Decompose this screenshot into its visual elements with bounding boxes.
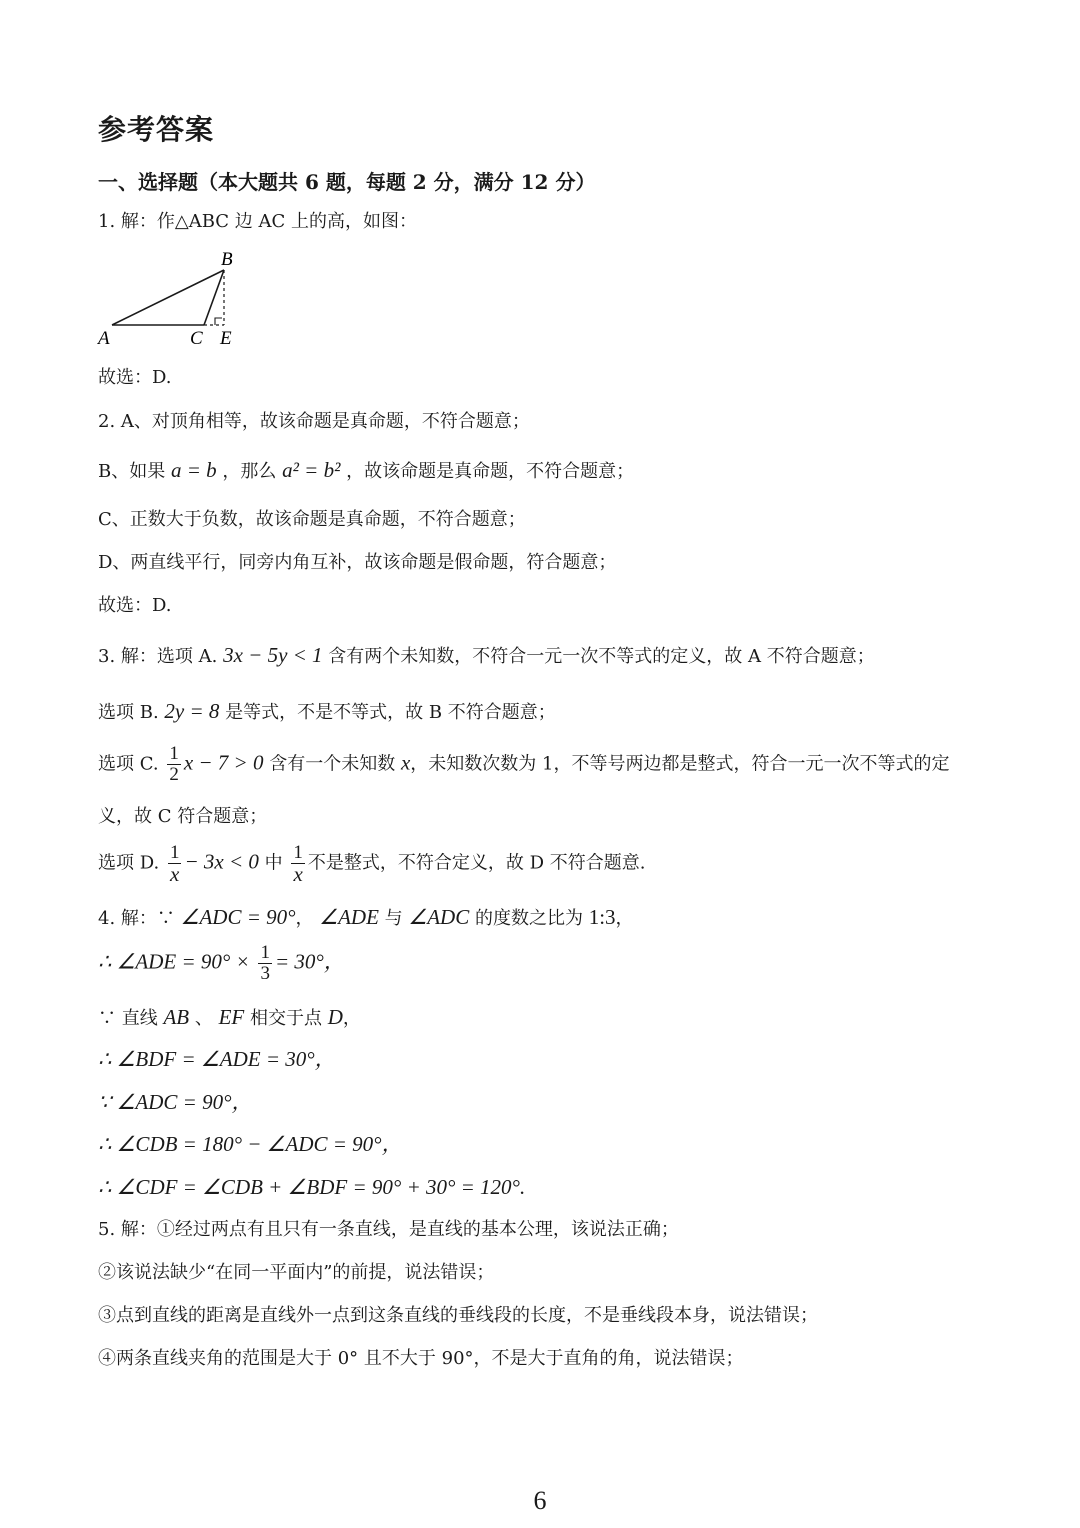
page-title: 参考答案 [98, 113, 215, 146]
math-expr: x − 7 > 0 [183, 750, 264, 775]
math-expr: a² = b² [282, 458, 341, 482]
label-c: C [190, 328, 203, 348]
fraction: $\frac{1}{x}$ [169, 842, 180, 886]
q4-line-2: ∴ ∠ADE = 90° × $\frac{1}{3}$ = 30°， [98, 942, 345, 984]
q5-line-2: ②该说法缺少“在同一平面内”的前提，说法错误； [98, 1262, 495, 1283]
q4-line-7: ∴ ∠CDF = ∠CDB + ∠BDF = 90° + 30° = 120°. [98, 1175, 526, 1199]
q2-option-c: C、正数大于负数，故该命题是真命题，不符合题意； [98, 509, 526, 530]
math-expr: − 3x < 0 [184, 849, 259, 874]
label-a: A [98, 328, 110, 348]
q1-line: 1. 解：作△ABC 边 AC 上的高，如图： [98, 211, 418, 232]
q5-line-4: ④两条直线夹角的范围是大于 0° 且不大于 90°，不是大于直角的角，说法错误； [98, 1348, 744, 1369]
page-number: 6 [533, 1486, 547, 1515]
q1-answer: 故选：D. [98, 367, 172, 388]
q5-line-3: ③点到直线的距离是直线外一点到这条直线的垂线段的长度，不是垂线段本身，说法错误； [98, 1305, 818, 1326]
math-expr: 2y = 8 [164, 699, 220, 723]
math-expr: 3x − 5y < 1 [223, 643, 323, 667]
label-b: B [221, 249, 233, 270]
right-angle-mark [215, 318, 222, 325]
q3-option-a: 3. 解：选项 A. 3x − 5y < 1 含有两个未知数，不符合一元一次不等式的定义，故 A 不符合题意； [98, 643, 875, 667]
label-e: E [220, 328, 232, 348]
q2-option-d: D、两直线平行，同旁内角互补，故该命题是假命题，符合题意； [98, 552, 617, 573]
q4-line-1: 4. 解：∵ ∠ADC = 90°， ∠ADE 与 ∠ADC 的度数之比为 1:3， [98, 905, 634, 929]
section-heading: 一、选择题（本大题共 6 题，每题 2 分，满分 12 分） [98, 170, 596, 194]
fraction: $\frac{1}{3}$ [260, 942, 270, 984]
q5-line-1: 5. 解：①经过两点有且只有一条直线，是直线的基本公理，该说法正确； [98, 1219, 679, 1240]
q4-line-4: ∴ ∠BDF = ∠ADE = 30°， [98, 1047, 336, 1071]
triangle-figure [92, 248, 252, 348]
q2-option-a: 2. A、对顶角相等，故该命题是真命题，不符合题意； [98, 411, 530, 432]
q3-option-c: 选项 C. $\frac{1}{2}$ x − 7 > 0 含有一个未知数 x，未知数次数为 1，不等号两边都是整式，符合一元一次不等式的定 [98, 743, 950, 785]
fraction: $\frac{1}{2}$ [169, 743, 179, 785]
q3-option-d: 选项 D. $\frac{1}{x}$ − 3x < 0 中 $\frac{1}{x}$ 不是整式，不符合定义，故 D 不符合题意. [98, 842, 646, 886]
q3-option-c-cont: 义，故 C 符合题意； [98, 806, 268, 827]
q4-line-3: ∵ 直线 AB 、 EF 相交于点 D， [98, 1005, 361, 1029]
fraction: $\frac{1}{x}$ [293, 842, 303, 886]
q3-option-b: 选项 B. 2y = 8 是等式，不是不等式，故 B 不符合题意； [98, 699, 556, 723]
q2-option-b: B、如果 a = b ，那么 a² = b² ，故该命题是真命题，不符合题意； [98, 458, 635, 482]
math-expr: a = b [170, 458, 217, 482]
q4-line-6: ∴ ∠CDB = 180° − ∠ADC = 90°， [98, 1132, 403, 1156]
q2-answer: 故选：D. [98, 595, 172, 616]
q4-line-5: ∵ ∠ADC = 90°， [98, 1090, 253, 1114]
